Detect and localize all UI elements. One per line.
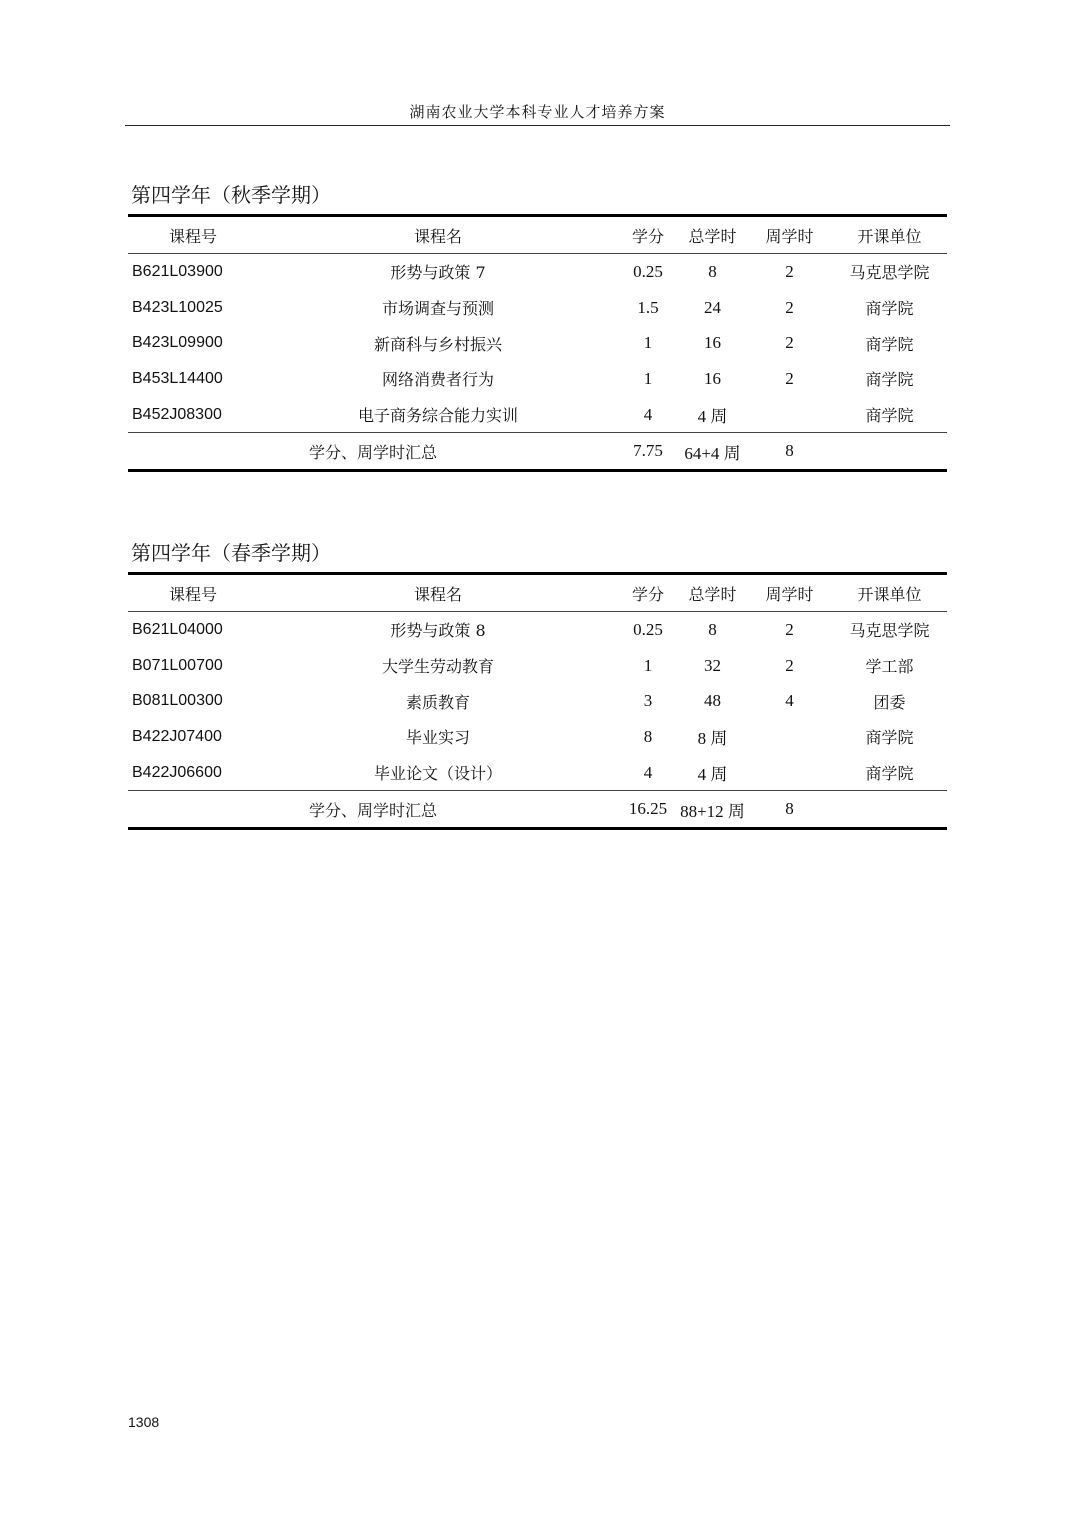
course-code: B423L10025 bbox=[132, 298, 223, 316]
total-label: 学分、周学时汇总 bbox=[128, 791, 618, 829]
total-credits: 16.25 bbox=[618, 791, 678, 829]
course-hours: 48 bbox=[704, 691, 721, 711]
course-unit: 商学院 bbox=[865, 764, 914, 784]
column-header-name: 课程名 bbox=[258, 574, 618, 612]
course-name: 素质教育 bbox=[405, 692, 470, 712]
table-header-row bbox=[128, 216, 947, 254]
course-unit: 商学院 bbox=[865, 334, 914, 354]
course-weekly-hours: 2 bbox=[785, 261, 794, 281]
course-name: 网络消费者行为 bbox=[381, 370, 494, 390]
course-credits: 1 bbox=[643, 368, 653, 388]
header-rule bbox=[125, 125, 950, 126]
column-header-weekly: 周学时 bbox=[747, 216, 832, 254]
column-header-code: 课程号 bbox=[128, 216, 258, 254]
running-header: 湖南农业大学本科专业人才培养方案 bbox=[409, 103, 666, 121]
course-credits: 1 bbox=[643, 333, 653, 353]
course-code: B621L04000 bbox=[132, 620, 223, 638]
course-credits: 0.25 bbox=[633, 261, 663, 281]
course-code: B621L03900 bbox=[132, 262, 223, 280]
course-code: B423L09900 bbox=[132, 334, 223, 352]
course-name: 形势与政策 7 bbox=[390, 263, 486, 283]
course-credits: 4 bbox=[643, 762, 653, 782]
course-code: B081L00300 bbox=[132, 692, 223, 710]
column-header-hours: 总学时 bbox=[678, 216, 747, 254]
course-hours: 24 bbox=[704, 297, 721, 317]
course-hours: 4 周 bbox=[697, 407, 728, 427]
course-unit: 马克思学院 bbox=[849, 621, 930, 641]
table-header-row bbox=[128, 574, 947, 612]
course-credits: 4 bbox=[643, 404, 653, 424]
course-weekly-hours: 2 bbox=[785, 297, 794, 317]
column-header-name: 课程名 bbox=[258, 216, 618, 254]
course-unit: 商学院 bbox=[865, 299, 914, 319]
course-credits: 8 bbox=[643, 726, 653, 746]
table-row bbox=[128, 648, 947, 684]
course-unit: 学工部 bbox=[865, 657, 914, 677]
table-row bbox=[128, 612, 947, 648]
column-header-credits: 学分 bbox=[618, 574, 678, 612]
course-hours: 8 bbox=[708, 619, 717, 639]
section-title: 第四学年（秋季学期） bbox=[131, 183, 331, 207]
total-unit bbox=[832, 791, 947, 829]
course-hours: 16 bbox=[704, 368, 721, 388]
total-row bbox=[128, 791, 947, 829]
course-weekly-hours: 2 bbox=[785, 333, 794, 353]
course-name: 电子商务综合能力实训 bbox=[357, 406, 518, 426]
table-row bbox=[128, 254, 947, 290]
table-row bbox=[128, 755, 947, 791]
course-code: B452J08300 bbox=[132, 405, 222, 423]
course-weekly-hours: 2 bbox=[785, 655, 794, 675]
total-credits: 7.75 bbox=[618, 433, 678, 471]
course-unit: 商学院 bbox=[865, 370, 914, 390]
course-hours: 8 周 bbox=[697, 729, 728, 749]
course-unit: 马克思学院 bbox=[849, 263, 930, 283]
course-hours: 16 bbox=[704, 333, 721, 353]
table-row bbox=[128, 683, 947, 719]
course-name: 毕业论文（设计） bbox=[373, 764, 502, 784]
course-code: B422J07400 bbox=[132, 727, 222, 745]
course-name: 形势与政策 8 bbox=[390, 621, 486, 641]
table-row bbox=[128, 325, 947, 361]
course-table bbox=[128, 214, 947, 472]
course-hours: 32 bbox=[704, 655, 721, 675]
course-name: 市场调查与预测 bbox=[381, 299, 494, 319]
course-credits: 1.5 bbox=[637, 297, 659, 317]
table-row bbox=[128, 397, 947, 433]
total-hours: 88+12 周 bbox=[678, 791, 747, 829]
table-row bbox=[128, 290, 947, 326]
column-header-unit: 开课单位 bbox=[832, 216, 947, 254]
table-row bbox=[128, 719, 947, 755]
course-weekly-hours: 2 bbox=[785, 619, 794, 639]
course-weekly-hours: 2 bbox=[785, 368, 794, 388]
total-label: 学分、周学时汇总 bbox=[128, 433, 618, 471]
course-hours: 4 周 bbox=[697, 765, 728, 785]
course-credits: 3 bbox=[643, 691, 653, 711]
page-number: 1308 bbox=[128, 1414, 160, 1430]
section-title: 第四学年（春季学期） bbox=[131, 541, 331, 565]
column-header-weekly: 周学时 bbox=[747, 574, 832, 612]
column-header-hours: 总学时 bbox=[678, 574, 747, 612]
column-header-unit: 开课单位 bbox=[832, 574, 947, 612]
total-weekly-hours: 8 bbox=[747, 791, 832, 829]
course-code: B071L00700 bbox=[132, 656, 223, 674]
course-unit: 商学院 bbox=[865, 728, 914, 748]
total-row bbox=[128, 433, 947, 471]
course-unit: 团委 bbox=[873, 692, 906, 712]
table-row bbox=[128, 361, 947, 397]
course-credits: 1 bbox=[643, 655, 653, 675]
course-name: 毕业实习 bbox=[405, 728, 470, 748]
total-hours: 64+4 周 bbox=[678, 433, 747, 471]
total-unit bbox=[832, 433, 947, 471]
course-weekly-hours bbox=[747, 755, 832, 791]
course-hours: 8 bbox=[708, 261, 717, 281]
course-name: 大学生劳动教育 bbox=[381, 657, 494, 677]
course-credits: 0.25 bbox=[633, 619, 663, 639]
course-weekly-hours bbox=[747, 397, 832, 433]
course-table bbox=[128, 572, 947, 830]
column-header-credits: 学分 bbox=[618, 216, 678, 254]
column-header-code: 课程号 bbox=[128, 574, 258, 612]
course-code: B422J06600 bbox=[132, 763, 222, 781]
course-unit: 商学院 bbox=[865, 406, 914, 426]
course-code: B453L14400 bbox=[132, 369, 223, 387]
total-weekly-hours: 8 bbox=[747, 433, 832, 471]
course-weekly-hours bbox=[747, 719, 832, 755]
course-weekly-hours: 4 bbox=[785, 691, 794, 711]
course-name: 新商科与乡村振兴 bbox=[373, 334, 502, 354]
